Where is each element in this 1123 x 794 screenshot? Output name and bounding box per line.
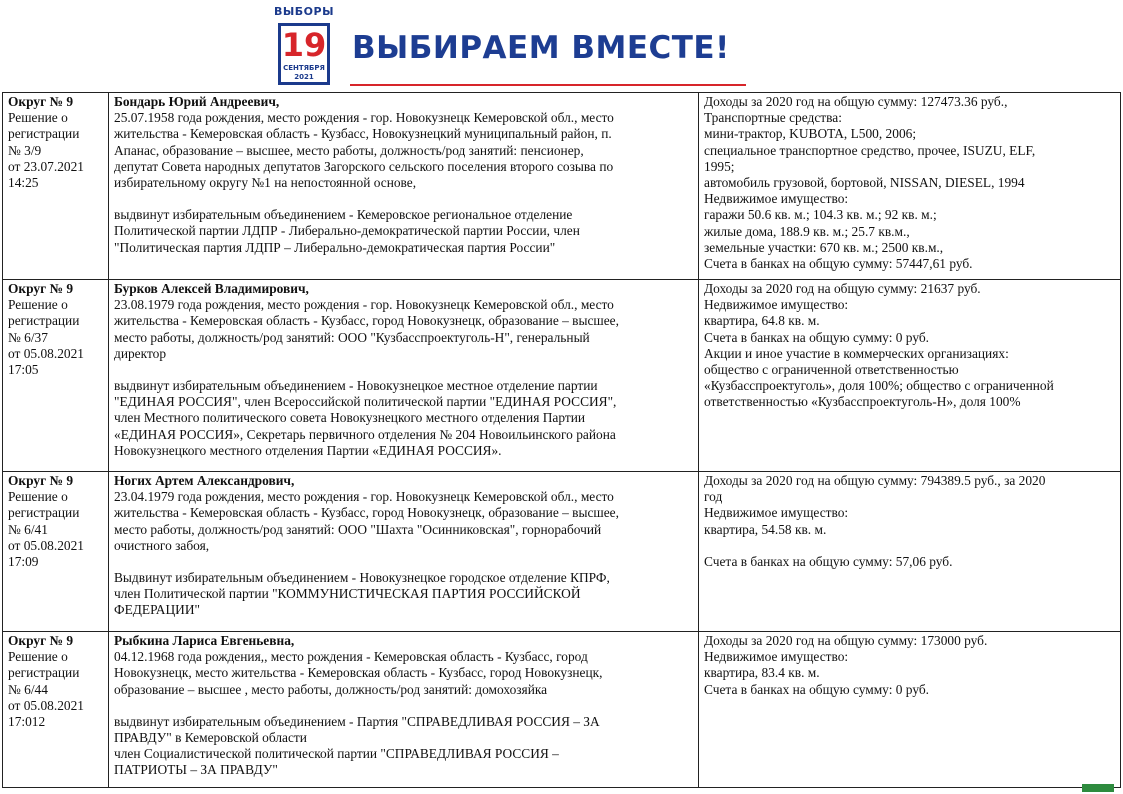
nomination-line: ПРАВДУ" в Кемеровской области [114, 730, 307, 746]
asset-line: Счета в банках на общую сумму: 0 руб. [704, 329, 930, 345]
asset-line: Недвижимое имущество: [704, 297, 849, 313]
candidate-bio-line: место работы, должность/род занятий: ООО "Кузбасспроектуголь-Н", генеральный [114, 329, 590, 345]
logo-day: 19 [281, 26, 327, 64]
registration-cell [3, 472, 109, 632]
candidate-bio-line: жительства - Кемеровская область - Кузбасс, город Новокузнецк, образование – высшее, [114, 313, 619, 329]
nomination-line: ФЕДЕРАЦИИ" [114, 602, 200, 618]
nomination-line: "ЕДИНАЯ РОССИЯ", член Всероссийской политической партии "ЕДИНАЯ РОССИЯ", [114, 394, 617, 410]
candidate-bio-line: 04.12.1968 года рождения,, место рождения - Кемеровская область - Кузбасс, город [114, 649, 588, 665]
nomination-line: выдвинут избирательным объединением - Партия "СПРАВЕДЛИВАЯ РОССИЯ – ЗА [114, 713, 600, 729]
candidate-row [3, 280, 1121, 472]
candidate-info-cell [109, 280, 699, 472]
assets-cell [699, 280, 1121, 472]
registration-line: регистрации [8, 505, 80, 521]
nomination-line: Новокузнецкого местного отделения Партии «ЕДИНАЯ РОССИЯ». [114, 442, 502, 458]
candidate-bio-line: директор [114, 345, 167, 361]
paragraph-gap [114, 698, 693, 714]
slogan: ВЫБИРАЕМ ВМЕСТЕ! [352, 30, 730, 66]
asset-line: квартира, 64.8 кв. м. [704, 313, 820, 329]
registration-line: № 6/41 [8, 521, 48, 537]
assets-cell [699, 632, 1121, 788]
candidate-bio-line: 25.07.1958 года рождения, место рождения - гор. Новокузнецк Кемеровской обл., место [114, 110, 614, 126]
asset-line: Недвижимое имущество: [704, 191, 849, 207]
asset-line: Недвижимое имущество: [704, 505, 849, 521]
candidate-name: Бондарь Юрий Андреевич, [114, 94, 280, 109]
candidate-info-cell [109, 632, 699, 788]
asset-line: общество с ограниченной ответственностью [704, 362, 959, 378]
asset-line [704, 538, 1115, 554]
nomination-line: "Политическая партия ЛДПР – Либерально-демократическая партия России" [114, 239, 556, 255]
page-corner-mark [1082, 784, 1114, 792]
asset-line: мини-трактор, KUBOTA, L500, 2006; [704, 126, 917, 142]
assets-cell [699, 93, 1121, 280]
district-label: Округ № 9 [8, 633, 74, 648]
candidate-row [3, 632, 1121, 788]
registration-line: 14:25 [8, 175, 39, 191]
asset-line: ответственностью «Кузбасспроектуголь-Н», доля 100% [704, 394, 1021, 410]
registration-line: 17:012 [8, 714, 46, 730]
registration-line: регистрации [8, 313, 80, 329]
logo-year: 2021 [294, 73, 314, 81]
district-label: Округ № 9 [8, 94, 74, 109]
candidate-name: Рыбкина Лариса Евгеньевна, [114, 633, 295, 648]
registration-line: Решение о [8, 489, 68, 505]
nomination-line: член Политической партии "КОММУНИСТИЧЕСКАЯ ПАРТИЯ РОССИЙСКОЙ [114, 586, 581, 602]
nomination-line: «ЕДИНАЯ РОССИЯ», Секретарь первичного отделения № 204 Новоильинского района [114, 426, 616, 442]
registration-line: 17:05 [8, 362, 39, 378]
asset-line: квартира, 83.4 кв. м. [704, 665, 820, 681]
nomination-line: член Местного политического совета Новокузнецкого местного отделения Партии [114, 410, 586, 426]
candidate-bio-line: жительства - Кемеровская область - Кузбасс, город Новокузнецк, образование – высшее, [114, 505, 619, 521]
registration-cell [3, 632, 109, 788]
registration-line: от 05.08.2021 [8, 537, 84, 553]
candidate-row [3, 472, 1121, 632]
elections-logo [274, 6, 338, 88]
nomination-line: выдвинут избирательным объединением - Кемеровское региональное отделение [114, 207, 573, 223]
candidate-bio-line: 23.08.1979 года рождения, место рождения - гор. Новокузнецк Кемеровской обл., место [114, 297, 614, 313]
logo-title: ВЫБОРЫ [274, 5, 334, 18]
registration-line: Решение о [8, 649, 68, 665]
page-header [0, 0, 1123, 92]
asset-line: 1995; [704, 158, 735, 174]
logo-month: СЕНТЯБРЯ [283, 64, 325, 72]
registration-cell [3, 280, 109, 472]
registration-cell [3, 93, 109, 280]
asset-line: Недвижимое имущество: [704, 649, 849, 665]
asset-line: Счета в банках на общую сумму: 0 руб. [704, 681, 930, 697]
registration-line: Решение о [8, 110, 68, 126]
registration-line: 17:09 [8, 554, 39, 570]
candidates-table [2, 92, 1121, 788]
candidate-info-cell [109, 472, 699, 632]
candidate-bio-line: депутат Совета народных депутатов Загорского сельского поселения второго созыва по [114, 158, 614, 174]
asset-line: Доходы за 2020 год на общую сумму: 21637 руб. [704, 281, 981, 296]
asset-line: Транспортные средства: [704, 110, 842, 126]
asset-line: жилые дома, 188.9 кв. м.; 25.7 кв.м., [704, 223, 910, 239]
asset-line: Счета в банках на общую сумму: 57447,61 руб. [704, 256, 973, 272]
registration-line: от 05.08.2021 [8, 345, 84, 361]
asset-line: земельные участки: 670 кв. м.; 2500 кв.м., [704, 239, 944, 255]
registration-line: от 05.08.2021 [8, 697, 84, 713]
candidate-name: Ногих Артем Александрович, [114, 473, 295, 488]
candidate-bio-line: место работы, должность/род занятий: ООО "Шахта "Осинниковская", горнорабочий [114, 521, 602, 537]
district-label: Округ № 9 [8, 473, 74, 488]
nomination-line: Политической партии ЛДПР - Либерально-демократической партии России, член [114, 223, 580, 239]
nomination-line: Выдвинут избирательным объединением - Новокузнецкое городское отделение КПРФ, [114, 570, 610, 586]
candidate-bio-line: 23.04.1979 года рождения, место рождения - гор. Новокузнецк Кемеровской обл., место [114, 489, 614, 505]
asset-line: Доходы за 2020 год на общую сумму: 794389.5 руб., за 2020 [704, 473, 1046, 488]
registration-line: от 23.07.2021 [8, 158, 84, 174]
candidate-bio-line: образование – высшее , место работы, должность/род занятий: домохозяйка [114, 681, 548, 697]
registration-line: № 6/37 [8, 329, 48, 345]
candidate-info-cell [109, 93, 699, 280]
candidate-bio-line: Новокузнецк, место жительства - Кемеровская область - Кузбасс, город Новокузнецк, [114, 665, 603, 681]
registration-line: регистрации [8, 665, 80, 681]
asset-line: квартира, 54.58 кв. м. [704, 521, 827, 537]
candidate-name: Бурков Алексей Владимирович, [114, 281, 309, 296]
assets-cell [699, 472, 1121, 632]
candidate-bio-line: Апанас, образование – высшее, место работы, должность/род занятий: пенсионер, [114, 142, 584, 158]
asset-line: Счета в банках на общую сумму: 57,06 руб. [704, 553, 953, 569]
asset-line: гаражи 50.6 кв. м.; 104.3 кв. м.; 92 кв. м.; [704, 207, 937, 223]
registration-line: № 6/44 [8, 681, 48, 697]
asset-line: Доходы за 2020 год на общую сумму: 127473.36 руб., [704, 94, 1008, 109]
asset-line: Доходы за 2020 год на общую сумму: 173000 руб. [704, 633, 988, 648]
ballot-box-icon [278, 23, 330, 85]
header-rule [350, 84, 746, 86]
registration-line: регистрации [8, 126, 80, 142]
asset-line: специальное транспортное средство, прочее, ISUZU, ELF, [704, 142, 1036, 158]
asset-line: «Кузбасспроектуголь», доля 100%; общество с ограниченной [704, 378, 1054, 394]
candidate-bio-line: избирательному округу №1 на непостоянной основе, [114, 175, 417, 191]
asset-line: Акции и иное участие в коммерческих организациях: [704, 345, 1009, 361]
paragraph-gap [114, 554, 693, 570]
asset-line: год [704, 489, 723, 505]
nomination-line: выдвинут избирательным объединением - Новокузнецкое местное отделение партии [114, 378, 598, 394]
registration-line: № 3/9 [8, 142, 42, 158]
paragraph-gap [114, 191, 693, 207]
candidate-bio-line: жительства - Кемеровская область - Кузбасс, Новокузнецкий муниципальный район, п. [114, 126, 612, 142]
candidate-bio-line: очистного забоя, [114, 537, 210, 553]
district-label: Округ № 9 [8, 281, 74, 296]
nomination-line: член Социалистической политической партии "СПРАВЕДЛИВАЯ РОССИЯ – [114, 746, 559, 762]
paragraph-gap [114, 362, 693, 378]
asset-line: автомобиль грузовой, бортовой, NISSAN, DIESEL, 1994 [704, 175, 1025, 191]
registration-line: Решение о [8, 297, 68, 313]
nomination-line: ПАТРИОТЫ – ЗА ПРАВДУ" [114, 762, 278, 778]
candidate-row [3, 93, 1121, 280]
